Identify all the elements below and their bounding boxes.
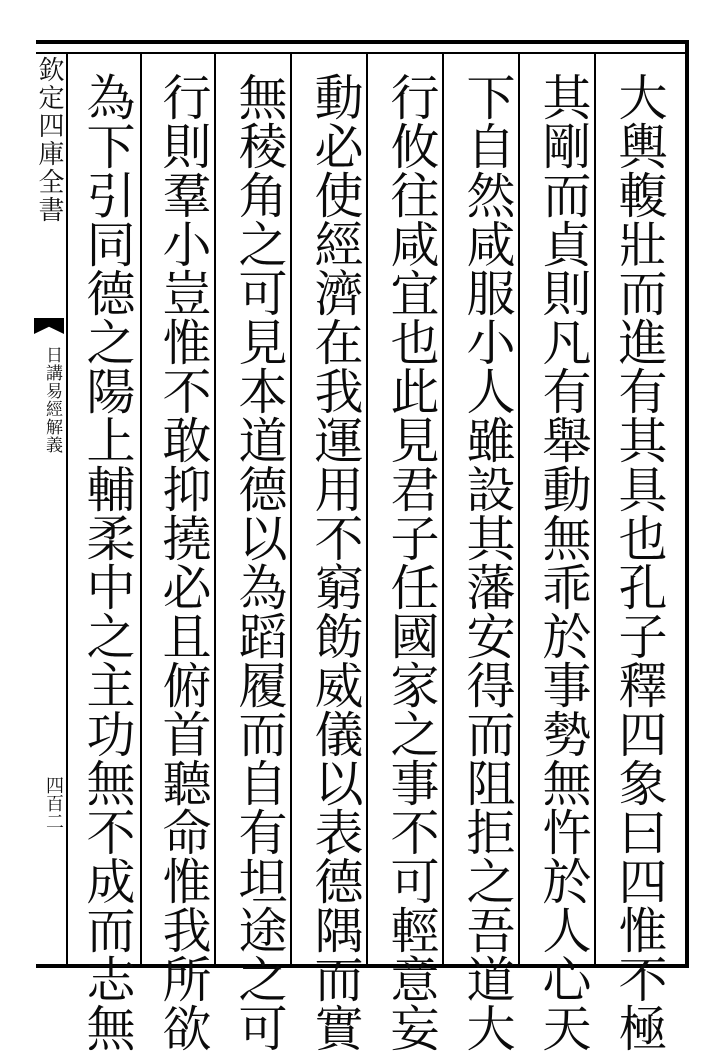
text-column-3: 下自然咸服小人雖設其藩安得而阻拒之吾道大 <box>459 72 516 1052</box>
top-rule <box>36 52 689 54</box>
margin-book-title: 日講易經解義 <box>42 346 62 454</box>
text-column-5: 動必使經濟在我運用不窮飭威儀以表德隅而實 <box>307 72 364 1052</box>
text-column-4: 行攸往咸宜也此見君子任國家之事不可輕意妄 <box>383 72 440 1052</box>
text-column-7: 行則羣小豈惟不敢抑撓必且俯首聽命惟我所欲 <box>155 72 212 1052</box>
fishtail-mark-icon <box>34 318 64 334</box>
text-column-6: 無稜角之可見本道德以為蹈履而自有坦途之可 <box>231 72 288 1052</box>
margin-collection-title: 欽定四庫全書 <box>34 56 64 224</box>
margin-column <box>32 56 66 964</box>
text-column-8: 為下引同德之陽上輔柔中之主功無不成而志無 <box>79 72 136 1052</box>
text-column-1: 大輿輹壯而進有其具也孔子釋四象曰四惟不極 <box>611 72 668 1052</box>
margin-page-number: 四百二 <box>43 776 64 830</box>
text-column-2: 其剛而貞則凡有舉動無乖於事勢無忤於人心天 <box>535 72 592 1052</box>
column-rule <box>66 52 68 964</box>
